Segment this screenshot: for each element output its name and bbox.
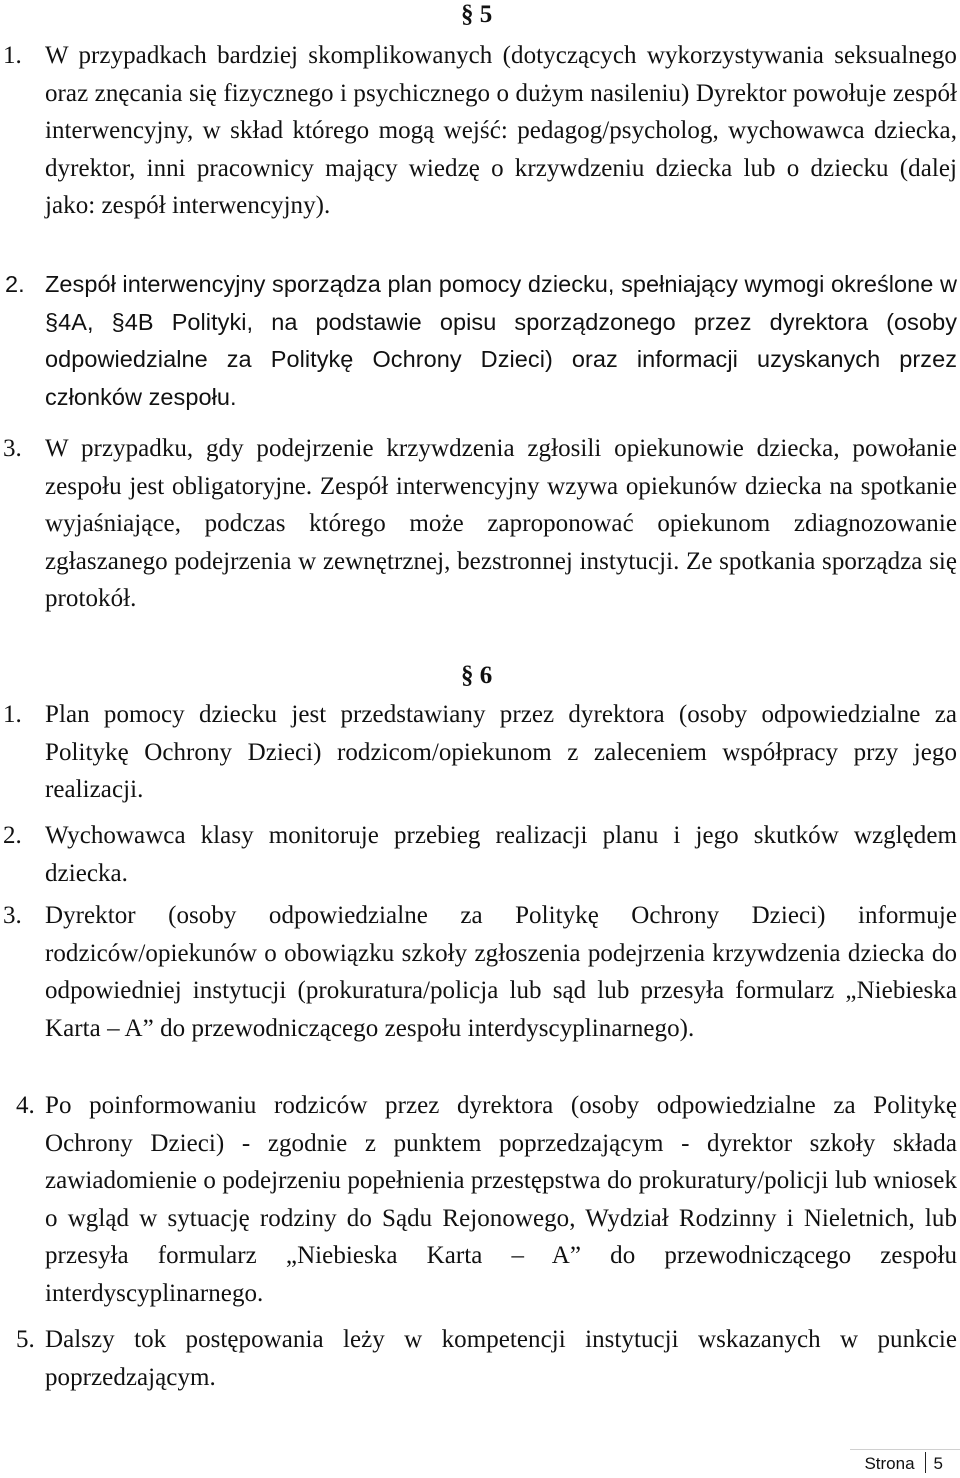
item-number: 1. xyxy=(3,701,22,728)
item-number: 1. xyxy=(3,42,22,69)
item-text: Dalszy tok postępowania leży w kompetencji instytucji wskazanych w punkcie poprzedzającym. xyxy=(45,1326,957,1391)
page-number: 5 xyxy=(933,1454,943,1473)
item-text: Plan pomocy dziecku jest przedstawiany przez dyrektora (osoby odpowiedzialne za Politykę Ochrony Dzieci) rodzicom/opiekunom z zaleceniem współpracy przy jego realizacji. xyxy=(45,701,957,803)
page-footer xyxy=(864,1452,943,1475)
item-text: Po poinformowaniu rodziców przez dyrektora (osoby odpowiedzialne za Politykę Ochrony Dzieci) - zgodnie z punktem poprzedzającym - dyrektor szkoły składa zawiadomienie o podejrzeniu popełnienia przestępstwa do prokuratury/policji lub wniosek o wgląd w sytuację rodziny do Sądu Rejonowego, Wydział Rodzinny i Nieletnich, lub przesyła formularz „Niebieska Karta – A” do przewodniczącego zespołu interdyscyplinarnego. xyxy=(45,1092,957,1307)
section-heading: § 6 xyxy=(461,662,493,689)
item-number: 3. xyxy=(3,902,22,929)
item-number: 2. xyxy=(5,271,25,297)
item-text: Zespół interwencyjny sporządza plan pomocy dziecku, spełniający wymogi określone w §4A, §4B Polityki, na podstawie opisu sporządzonego przez dyrektora (osoby odpowiedzialne za Politykę Ochrony Dzieci) oraz informacji uzyskanych przez członków zespołu. xyxy=(45,271,957,410)
item-number: 3. xyxy=(3,435,22,462)
item-number: 4. xyxy=(16,1092,35,1119)
item-number: 5. xyxy=(16,1326,35,1353)
item-text: Wychowawca klasy monitoruje przebieg realizacji planu i jego skutków względem dziecka. xyxy=(45,822,957,887)
item-text: Dyrektor (osoby odpowiedzialne za Politykę Ochrony Dzieci) informuje rodziców/opiekunów o obowiązku szkoły zgłoszenia podejrzenia krzywdzenia dziecka do odpowiedniej instytucji (prokuratura/policja lub sąd lub przesyła formularz „Niebieska Karta – A” do przewodniczącego zespołu interdyscyplinarnego). xyxy=(45,902,957,1042)
item-number: 2. xyxy=(3,822,22,849)
footer-divider xyxy=(850,1449,960,1450)
footer-separator xyxy=(925,1452,926,1473)
item-text: W przypadku, gdy podejrzenie krzywdzenia zgłosili opiekunowie dziecka, powołanie zespołu jest obligatoryjne. Zespół interwencyjny wzywa opiekunów dziecka na spotkanie wyjaśniające, podczas którego może zaproponować opiekunom zdiagnozowanie zgłaszanego podejrzenia w zewnętrznej, bezstronnej instytucji. Ze spotkania sporządza się protokół. xyxy=(45,435,957,612)
footer-label: Strona xyxy=(864,1454,915,1473)
section-heading: § 5 xyxy=(461,1,493,28)
item-text: W przypadkach bardziej skomplikowanych (dotyczących wykorzystywania seksualnego oraz znęcania się fizycznego i psychicznego o dużym nasileniu) Dyrektor powołuje zespół interwencyjny, w skład którego mogą wejść: pedagog/psycholog, wychowawca dziecka, dyrektor, inni pracownicy mający wiedzę o krzywdzeniu dziecka lub o dziecku (dalej jako: zespół interwencyjny). xyxy=(45,42,957,219)
